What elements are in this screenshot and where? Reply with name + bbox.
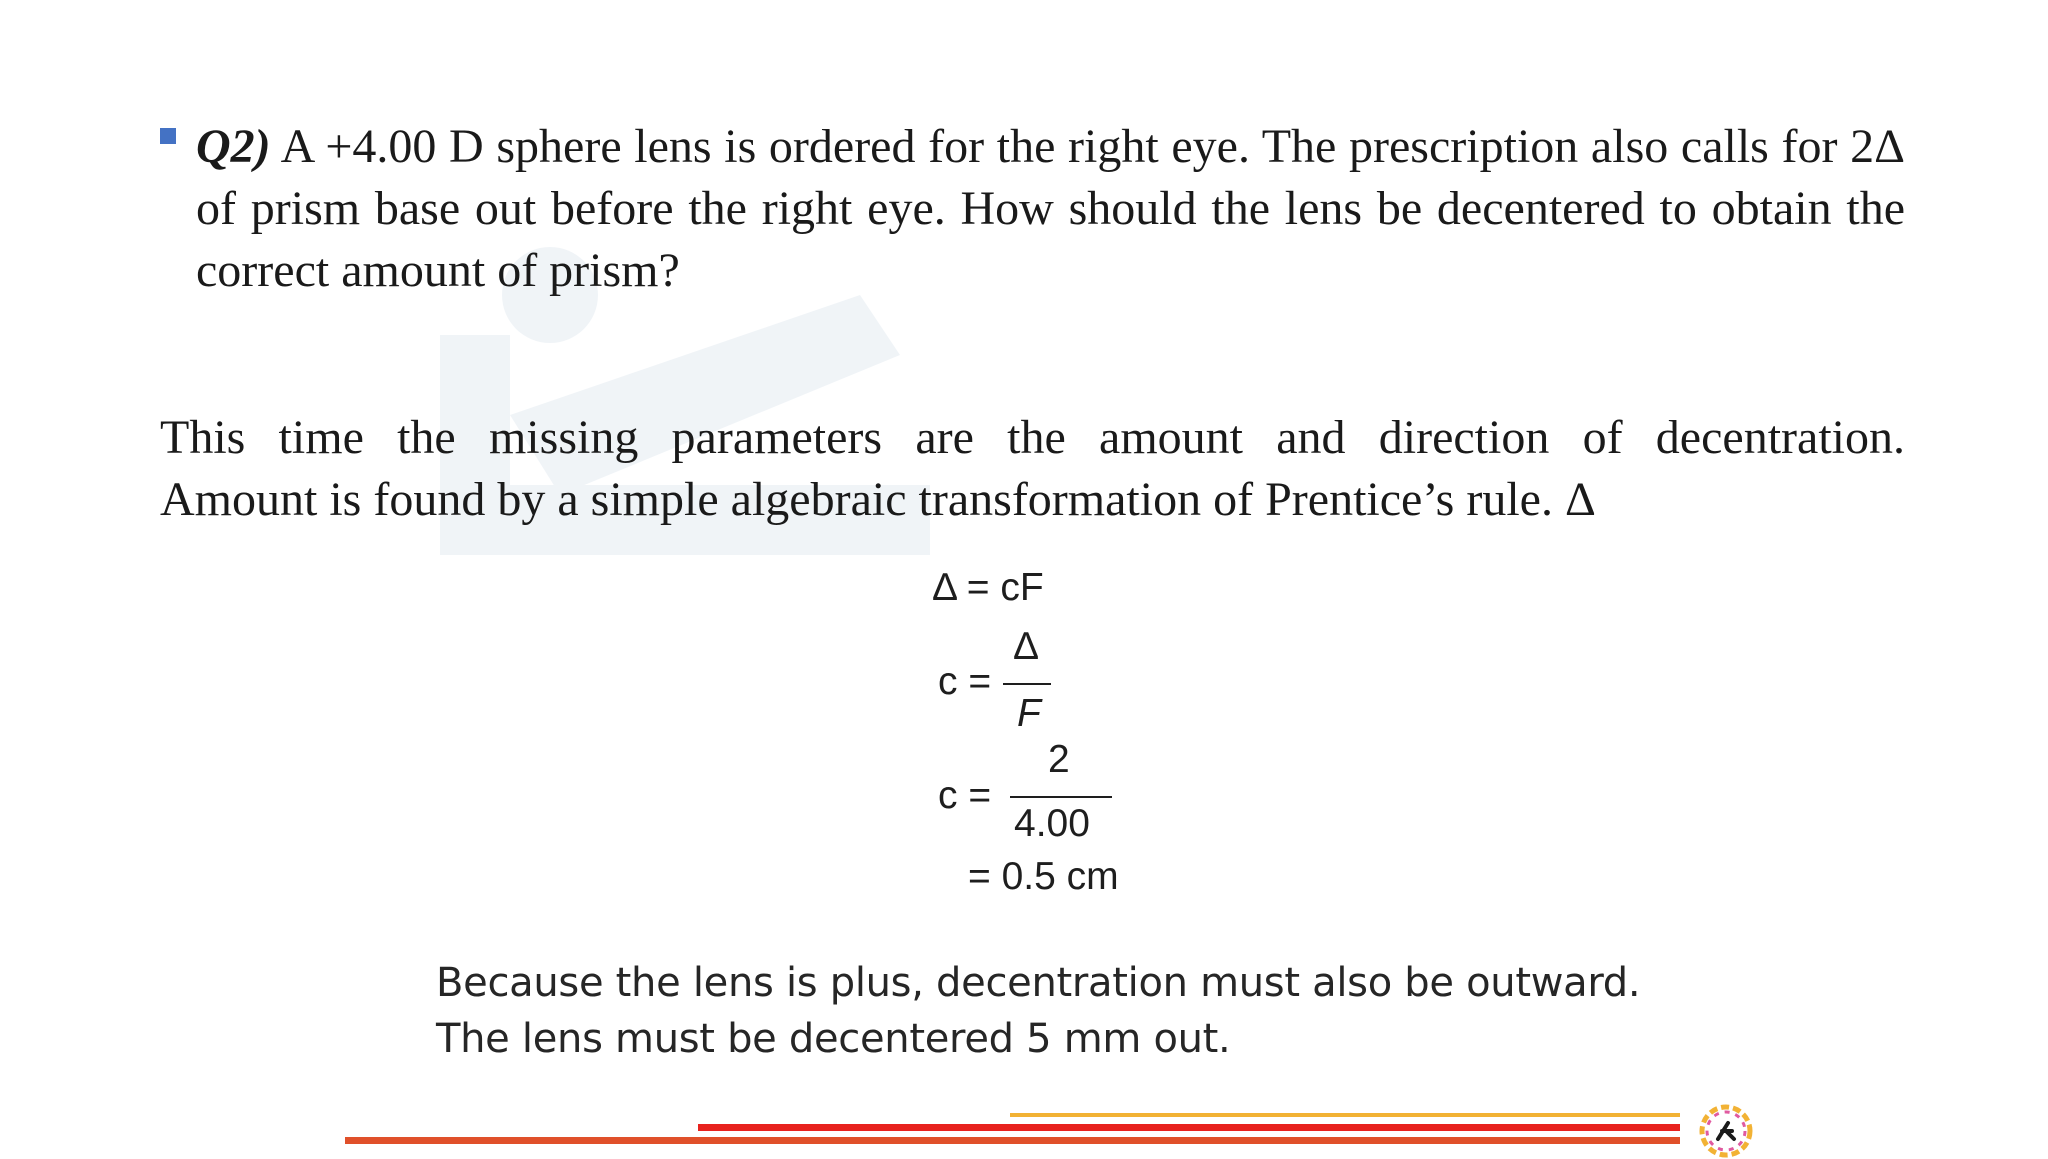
footer-line-yellow (1010, 1113, 1680, 1117)
equation-prentice: Δ = cF (932, 566, 1044, 609)
equation-3-lhs: c = (938, 774, 992, 817)
explanation-line-2: Amount is found by a simple algebraic transformation of Prentice’s rule. Δ (160, 473, 1596, 526)
explanation-paragraph (160, 407, 1905, 531)
question-label: Q2) (196, 120, 271, 173)
conclusion-text (436, 955, 1736, 1067)
equation-3-denominator: 4.00 (1014, 802, 1090, 845)
equation-2-numerator: Δ (1013, 625, 1040, 668)
equation-3-fraction-bar (1010, 796, 1112, 798)
conclusion-line-2: The lens must be decentered 5 mm out. (436, 1016, 1231, 1062)
footer-line-orange (345, 1137, 1680, 1144)
equation-2-lhs: c = (938, 660, 992, 703)
explanation-line-1: This time the missing parameters are the amount and direction of decentration. (160, 411, 1905, 464)
question-body: A +4.00 D sphere lens is ordered for the right eye. The prescription also calls for 2Δ of prism base out before the right eye. How should the lens be decentered to obtain the correct amount of prism? (196, 120, 1905, 297)
publisher-logo-icon (1698, 1103, 1754, 1159)
conclusion-line-1: Because the lens is plus, decentration must also be outward. (436, 960, 1641, 1006)
equation-2-denominator: F (1017, 692, 1041, 735)
question-block (160, 116, 1905, 302)
footer-line-red (698, 1124, 1680, 1131)
equation-3-numerator: 2 (1048, 738, 1070, 781)
question-text (196, 116, 1905, 302)
equation-2-fraction-bar (1003, 683, 1051, 685)
equation-result: = 0.5 cm (968, 855, 1119, 898)
bullet-marker (160, 128, 176, 144)
